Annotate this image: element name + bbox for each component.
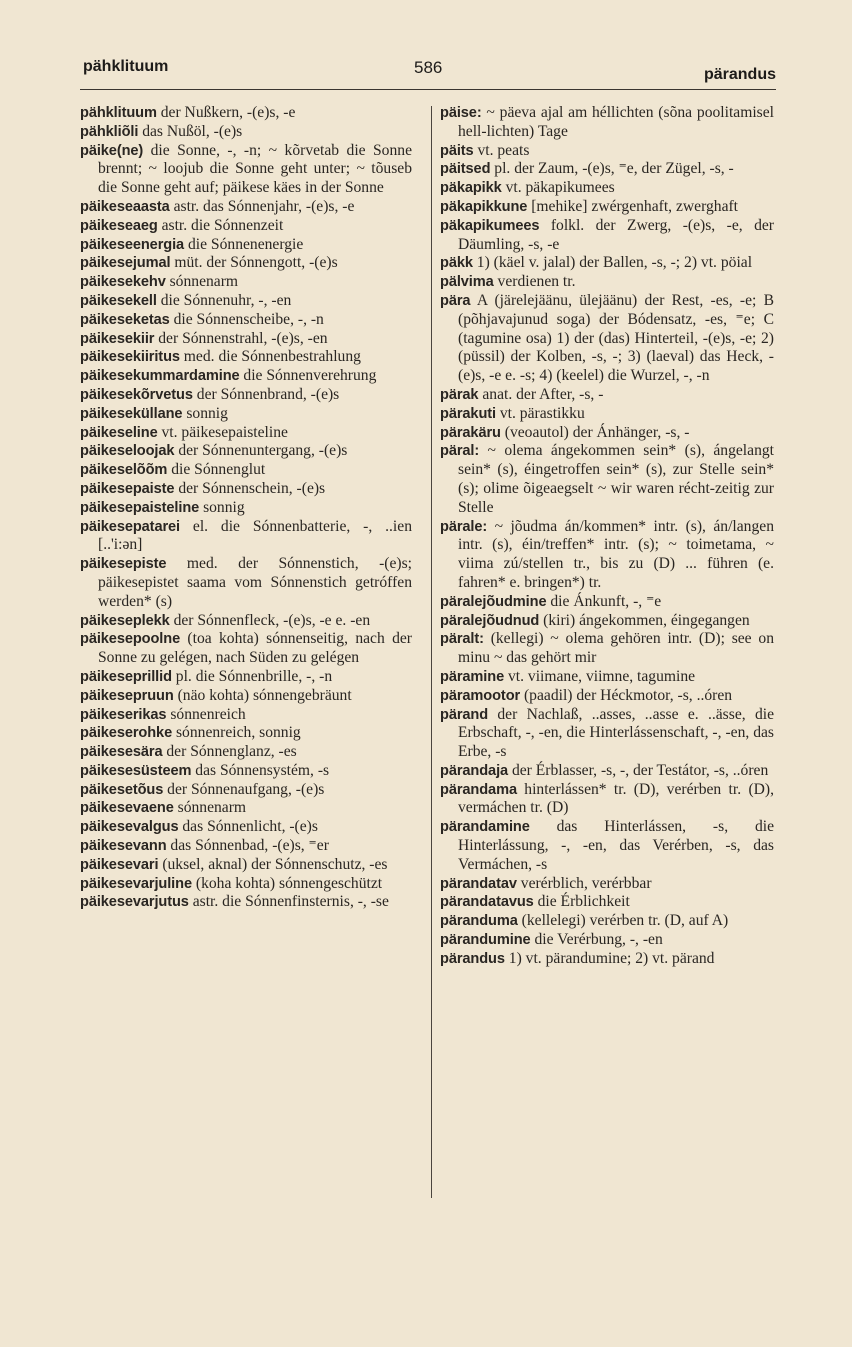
dictionary-entry	[80, 217, 412, 236]
dictionary-entry	[80, 668, 412, 687]
dictionary-entry	[80, 348, 412, 367]
entry-headword: päikeseketas	[80, 311, 170, 328]
entry-definition: der Sónnenaufgang, -(e)s	[163, 780, 325, 798]
entry-definition: astr. das Sónnenjahr, -(e)s, -e	[169, 197, 355, 215]
page-number: 586	[414, 58, 443, 77]
entry-headword: päralt:	[440, 631, 484, 648]
entry-definition: der Érblasser, -s, -, der Testátor, -s, ..óren	[508, 761, 769, 779]
dictionary-entry	[440, 668, 774, 687]
dictionary-entry	[80, 818, 412, 837]
dictionary-entry	[80, 706, 412, 725]
entry-definition: med. die Sónnenbestrahlung	[179, 348, 361, 366]
dictionary-entry	[440, 386, 774, 405]
entry-definition: die Verérbung, -, -en	[530, 931, 663, 949]
dictionary-entry	[80, 442, 412, 461]
entry-headword: päikeseplekk	[80, 612, 170, 629]
entry-headword: päralejõudnud	[440, 612, 540, 629]
entry-definition: der Nachlaß, ..asses, ..asse e. ..ässe, die Erbschaft, -, -en, die Hinterlássenschaft, -, -en, das Erbe, -s	[458, 705, 774, 761]
dictionary-entry	[80, 762, 412, 781]
entry-headword: päkapikkune	[440, 198, 528, 215]
dictionary-entry	[80, 104, 412, 123]
dictionary-entry	[440, 405, 774, 424]
entry-definition: das Sónnensystém, -s	[191, 761, 330, 779]
entry-definition: folkl. der Zwerg, -(e)s, -e, der Däumling, -s, -e	[458, 216, 774, 253]
entry-definition: der Sónnenstrahl, -(e)s, -en	[154, 329, 328, 347]
dictionary-entry	[80, 875, 412, 894]
entry-headword: pärandatavus	[440, 894, 534, 911]
entry-definition: sónnenarm	[165, 273, 239, 291]
entry-definition: 1) (käel v. jalal) der Ballen, -s, -; 2) vt. pöial	[472, 254, 753, 272]
entry-definition: (paadil) der Héckmotor, -s, ..óren	[520, 686, 733, 704]
dictionary-entry	[80, 198, 412, 217]
entry-definition: das Sónnenbad, -(e)s, ⁼er	[166, 837, 329, 855]
entry-headword: pärandama	[440, 781, 517, 798]
entry-headword: päikesekell	[80, 292, 157, 309]
dictionary-entry	[80, 386, 412, 405]
entry-definition: astr. die Sónnenfinsternis, -, -se	[188, 893, 389, 911]
entry-definition: (veoautol) der Ánhänger, -s, -	[500, 423, 690, 441]
entry-definition: die Sónnenverehrung	[239, 367, 377, 385]
entry-definition: das Hinterlássen, -s, die Hinterlássung, -, -en, das Verérben, -s, das Vermáchen, -s	[458, 818, 774, 873]
dictionary-entry	[80, 405, 412, 424]
entry-definition: die Sónnenenergie	[184, 235, 304, 253]
entry-headword: päral:	[440, 443, 480, 460]
entry-definition: das Nußöl, -(e)s	[138, 122, 243, 140]
dictionary-entry	[80, 630, 412, 668]
entry-definition: die Sonne, -, -n; ~ kõrvetab die Sonne brennt; ~ loojub die Sonne geht unter; ~ tõuseb die Sonne geht auf; päikese käes in der Sonne	[98, 141, 412, 197]
entry-definition: sónnenreich, sonnig	[172, 724, 301, 742]
entry-definition: (toa kohta) sónnenseitig, nach der Sonne zu gelégen, nach Süden zu gelégen	[98, 630, 412, 667]
entry-headword: päramine	[440, 668, 505, 685]
dictionary-entry	[440, 875, 774, 894]
entry-headword: pärand	[440, 706, 489, 723]
dictionary-entry	[80, 254, 412, 273]
entry-definition: (näo kohta) sónnengebräunt	[173, 686, 352, 704]
dictionary-entry	[440, 612, 774, 631]
dictionary-entry	[440, 104, 774, 142]
entry-headword: päikesetõus	[80, 781, 164, 798]
dictionary-entry	[80, 461, 412, 480]
entry-definition: pl. die Sónnenbrille, -, -n	[171, 667, 333, 685]
dictionary-entry	[80, 123, 412, 142]
entry-headword: päikesevann	[80, 838, 167, 855]
dictionary-entry	[80, 893, 412, 912]
dictionary-entry	[440, 442, 774, 517]
dictionary-entry	[80, 367, 412, 386]
entry-headword: päramootor	[440, 687, 521, 704]
entry-headword: päikesekehv	[80, 274, 166, 291]
entry-headword: pälvima	[440, 274, 494, 291]
entry-headword: päikesepoolne	[80, 631, 181, 648]
entry-headword: päikesevarjutus	[80, 894, 189, 911]
entry-definition: (uksel, aknal) der Sónnenschutz, -es	[158, 855, 388, 873]
entry-headword: päike(ne)	[80, 142, 144, 159]
entry-headword: päikeserohke	[80, 725, 173, 742]
entry-headword: päikesekiiritus	[80, 349, 180, 366]
dictionary-entry	[440, 179, 774, 198]
entry-definition: ~ jõudma án/kommen* intr. (s), án/langen intr. (s), éin/treffen* intr. (s); ~ toimetama, ~ viima zú/stellen tr., bis zu (D) ... führen (e. fahren* e. bringen*) tr.	[458, 517, 774, 591]
entry-definition: vt. päikesepaisteline	[157, 423, 288, 441]
dictionary-entry	[440, 687, 774, 706]
entry-definition: ~ päeva ajal am héllichten (sõna poolitamisel hell-lichten) Tage	[458, 104, 774, 140]
entry-definition: (kellelegi) verérben tr. (D, auf A)	[517, 912, 729, 930]
entry-headword: pärandatav	[440, 875, 517, 892]
entry-headword: päikesepiste	[80, 556, 167, 573]
dictionary-entry	[80, 292, 412, 311]
entry-definition: el. die Sónnenbatterie, -, ..ien [..'i:ən]	[98, 517, 412, 554]
entry-headword: päikeserikas	[80, 706, 167, 723]
entry-definition: das Sónnenlicht, -(e)s	[178, 818, 318, 836]
entry-headword: pärandamine	[440, 819, 530, 836]
dictionary-entry	[80, 518, 412, 556]
entry-definition: der Sónnenglanz, -es	[162, 743, 297, 761]
entry-headword: päikesevalgus	[80, 819, 179, 836]
dictionary-entry	[440, 912, 774, 931]
dictionary-entry	[80, 687, 412, 706]
dictionary-entry	[440, 292, 774, 386]
running-head-right: pärandus	[703, 66, 776, 83]
entry-headword: päise:	[440, 105, 482, 121]
dictionary-entry	[80, 837, 412, 856]
entry-headword: päkk	[440, 255, 473, 272]
entry-headword: päikesevari	[80, 856, 159, 873]
entry-definition: der Sónnenuntergang, -(e)s	[174, 442, 348, 460]
entry-definition: [mehike] zwérgenhaft, zwerghaft	[527, 197, 739, 215]
dictionary-entry	[440, 931, 774, 950]
entry-definition: vt. peats	[473, 141, 530, 159]
entry-headword: päikeseaeg	[80, 217, 158, 234]
entry-definition: der Nußkern, -(e)s, -e	[156, 104, 296, 121]
dictionary-entry	[80, 273, 412, 292]
entry-headword: päikesepaiste	[80, 480, 175, 497]
dictionary-entry	[80, 612, 412, 631]
entry-headword: päitsed	[440, 161, 491, 178]
entry-definition: müt. der Sónnengott, -(e)s	[170, 254, 338, 272]
entry-headword: päikesesüsteem	[80, 762, 192, 779]
entry-headword: päikesekõrvetus	[80, 386, 193, 403]
entry-definition: (koha kohta) sónnengeschützt	[191, 874, 383, 892]
dictionary-entry	[440, 254, 774, 273]
entry-definition: 1) vt. pärandumine; 2) vt. pärand	[504, 949, 715, 967]
dictionary-entry	[440, 950, 774, 969]
entry-definition: astr. die Sónnenzeit	[157, 216, 284, 234]
entry-definition: (kiri) ángekommen, éingegangen	[539, 611, 750, 629]
entry-headword: päikesepruun	[80, 687, 174, 704]
dictionary-entry	[440, 518, 774, 593]
entry-definition: sonnig	[199, 498, 245, 516]
entry-headword: pähkliõli	[80, 123, 139, 140]
entry-headword: päikeseprillid	[80, 668, 172, 685]
entry-definition: sónnenreich	[166, 705, 246, 723]
left-column	[80, 104, 412, 912]
entry-headword: päikeseloojak	[80, 443, 175, 460]
entry-headword: päranduma	[440, 913, 518, 930]
entry-definition: vt. pärastikku	[495, 404, 585, 422]
entry-definition: die Érblichkeit	[533, 893, 630, 911]
dictionary-entry	[440, 160, 774, 179]
dictionary-entry	[440, 217, 774, 255]
dictionary-entry	[440, 593, 774, 612]
dictionary-entry	[80, 142, 412, 198]
dictionary-entry	[80, 330, 412, 349]
dictionary-entry	[440, 273, 774, 292]
header-rule	[80, 89, 776, 90]
entry-headword: pärakäru	[440, 424, 501, 441]
right-column	[440, 104, 774, 969]
entry-headword: pärak	[440, 386, 479, 403]
entry-definition: sonnig	[182, 404, 228, 422]
entry-headword: päikeseline	[80, 424, 158, 441]
entry-headword: päikesevaene	[80, 800, 174, 817]
entry-definition: der Sónnenschein, -(e)s	[174, 479, 326, 497]
dictionary-entry	[440, 706, 774, 762]
entry-headword: pähklituum	[80, 105, 157, 121]
entry-definition: hinterlássen* tr. (D), verérben tr. (D), vermáchen tr. (D)	[458, 780, 774, 817]
entry-headword: pära	[440, 292, 471, 309]
dictionary-entry	[80, 799, 412, 818]
dictionary-entry	[80, 424, 412, 443]
entry-headword: päikesepatarei	[80, 518, 181, 535]
entry-definition: ~ olema ángekommen sein* (s), ángelangt sein* (s), éingetroffen sein* (s), zur Stelle sein* (s); olime õigeaegselt ~ wir waren récht-zeitig zur Stelle	[458, 442, 774, 516]
entry-headword: päikeselõõm	[80, 462, 168, 479]
entry-headword: päikeseküllane	[80, 405, 183, 422]
entry-headword: päikesevarjuline	[80, 875, 192, 892]
entry-headword: päikesesära	[80, 744, 163, 761]
entry-headword: päikesepaisteline	[80, 499, 200, 516]
dictionary-entry	[80, 236, 412, 255]
entry-headword: päikesekummardamine	[80, 368, 240, 385]
entry-definition: die Ánkunft, -, ⁼e	[546, 592, 662, 610]
dictionary-entry	[80, 311, 412, 330]
dictionary-entry	[80, 480, 412, 499]
dictionary-entry	[440, 142, 774, 161]
dictionary-entry	[80, 555, 412, 611]
entry-definition: die Sónnenuhr, -, -en	[156, 291, 292, 309]
dictionary-entry	[440, 198, 774, 217]
entry-definition: pl. der Zaum, -(e)s, ⁼e, der Zügel, -s, -	[490, 160, 734, 178]
entry-definition: vt. päkapikumees	[501, 179, 615, 197]
entry-definition: A (järelejäänu, ülejäänu) der Rest, -es, -e; B (põhjavajunud soga) der Bódensatz, -es, ⁼e; C (tagumine osa) 1) der (das) Hinterteil, -(e)s, -e; 2) (püssil) der Kolben, -s, -; 3) (laeval) das Heck, -(e)s, -e e. -s; 4) (keelel) die Wurzel, -, -n	[458, 291, 774, 385]
entry-definition: die Sónnenglut	[167, 461, 266, 479]
entry-headword: päkapikk	[440, 180, 502, 197]
dictionary-entry	[80, 856, 412, 875]
dictionary-entry	[80, 781, 412, 800]
dictionary-entry	[440, 818, 774, 874]
entry-headword: pärandus	[440, 950, 505, 967]
dictionary-entry	[440, 781, 774, 819]
dictionary-entry	[80, 499, 412, 518]
entry-headword: pärandaja	[440, 762, 509, 779]
entry-definition: sónnenarm	[173, 799, 247, 817]
entry-headword: pärale:	[440, 518, 488, 535]
entry-headword: päralejõudmine	[440, 593, 547, 610]
entry-definition: anat. der After, -s, -	[478, 385, 604, 403]
entry-definition: die Sónnenscheibe, -, -n	[169, 310, 324, 328]
dictionary-entry	[80, 724, 412, 743]
column-separator	[431, 106, 432, 1198]
entry-definition: med. der Sónnenstich, -(e)s; päikesepistet saama vom Sónnenstich getróffen werden* (s)	[98, 555, 412, 610]
dictionary-entry	[440, 424, 774, 443]
entry-headword: päikesejumal	[80, 255, 171, 272]
entry-definition: (kellegi) ~ olema gehören intr. (D); see on minu ~ das gehört mir	[458, 630, 774, 667]
entry-headword: päkapikumees	[440, 217, 540, 234]
dictionary-entry	[440, 630, 774, 668]
entry-definition: vt. viimane, viimne, tagumine	[504, 667, 696, 685]
dictionary-entry	[440, 893, 774, 912]
entry-definition: der Sónnenbrand, -(e)s	[192, 385, 340, 403]
entry-headword: päikeseenergia	[80, 236, 185, 253]
dictionary-entry	[80, 743, 412, 762]
entry-headword: pärandumine	[440, 932, 531, 949]
running-head-left: pähklituum	[83, 58, 169, 75]
entry-definition: verérblich, verérbbar	[516, 874, 652, 892]
entry-headword: pärakuti	[440, 405, 496, 422]
entry-headword: päikeseaasta	[80, 198, 170, 215]
entry-definition: der Sónnenfleck, -(e)s, -e e. -en	[169, 611, 371, 629]
dictionary-entry	[440, 762, 774, 781]
entry-headword: päits	[440, 142, 474, 159]
entry-headword: päikesekiir	[80, 330, 155, 347]
entry-definition: verdienen tr.	[493, 273, 576, 291]
